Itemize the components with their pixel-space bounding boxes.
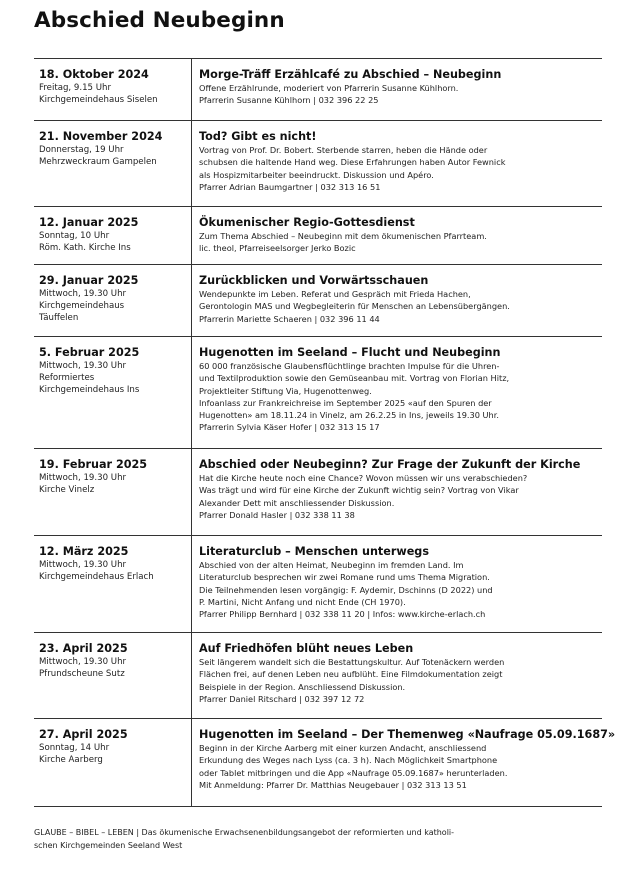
event-text-line: Seit längerem wandelt sich die Bestattungskultur. Auf Totenäckern werden: [199, 657, 505, 667]
event-date: 12. Januar 2025: [39, 216, 139, 229]
event-time: Mittwoch, 19.30 Uhr: [39, 560, 127, 570]
event-location: Kirchgemeindehaus: [39, 301, 125, 311]
footer-line: GLAUBE – BIBEL – LEBEN | Das ökumenische Erwachsenenbildungsangebot der reformierten und katholi-: [34, 828, 455, 837]
event-time: Donnerstag, 19 Uhr: [39, 145, 124, 155]
event-text-line: schubsen die haltende Hand weg. Diese Erfahrungen haben Autor Fewnick: [199, 157, 506, 168]
event-text-line: 60 000 französische Glaubensflüchtlinge brachten Impulse für die Uhren-: [199, 361, 500, 371]
event-text-line: Was trägt und wird für eine Kirche der Zukunft wichtig sein? Vortrag von Vikar: [199, 485, 519, 496]
event-location: Kirche Aarberg: [39, 755, 103, 765]
event-row: [34, 337, 602, 449]
event-location: Täuffelen: [39, 313, 79, 323]
event-text-line: Alexander Dett mit anschliessender Diskussion.: [199, 497, 395, 508]
event-description-cell: [192, 121, 602, 206]
event-time: Sonntag, 10 Uhr: [39, 231, 110, 241]
event-text-line: Literaturclub besprechen wir zwei Romane rund ums Thema Migration.: [199, 572, 490, 583]
event-title: Abschied oder Neubeginn? Zur Frage der Zukunft der Kirche: [199, 458, 581, 471]
event-text-line: lic. theol, Pfarreiseelsorger Jerko Bozic: [199, 243, 356, 254]
event-row: [34, 59, 602, 121]
event-description-cell: [192, 633, 602, 718]
event-row: [34, 633, 602, 719]
event-time: Mittwoch, 19.30 Uhr: [39, 289, 127, 299]
event-date: 23. April 2025: [39, 642, 128, 655]
event-contact: Pfarrerin Sylvia Käser Hofer | 032 313 15 17: [199, 422, 380, 433]
event-text-line: Flächen frei, auf denen Leben neu aufblüht. Eine Filmdokumentation zeigt: [199, 669, 503, 680]
event-text-line: Gerontologin MAS und Wegbegleiterin für Menschen an Lebensübergängen.: [199, 301, 510, 312]
event-time: Mittwoch, 19.30 Uhr: [39, 361, 127, 371]
event-title: Ökumenischer Regio-Gottesdienst: [199, 216, 415, 229]
event-text-line: Vortrag von Prof. Dr. Bobert. Sterbende starren, heben die Hände oder: [199, 145, 488, 155]
event-text-line: Hat die Kirche heute noch eine Chance? Wovon müssen wir uns verabschieden?: [199, 473, 528, 483]
event-title: Literaturclub – Menschen unterwegs: [199, 545, 429, 558]
event-text-line: oder Tablet mitbringen und die App «Naufrage 05.09.1687» herunterladen.: [199, 767, 508, 778]
event-text-line: Abschied von der alten Heimat, Neubeginn im fremden Land. Im: [199, 560, 464, 570]
event-location: Pfrundscheune Sutz: [39, 669, 125, 679]
event-contact: Pfarrer Philipp Bernhard | 032 338 11 20 | Infos: www.kirche-erlach.ch: [199, 609, 486, 620]
event-row: [34, 449, 602, 536]
event-contact: Pfarrer Adrian Baumgartner | 032 313 16 51: [199, 181, 381, 192]
event-time: Freitag, 9.15 Uhr: [39, 83, 112, 93]
event-time: Mittwoch, 19.30 Uhr: [39, 657, 127, 667]
event-time: Mittwoch, 19.30 Uhr: [39, 473, 127, 483]
event-title: Hugenotten im Seeland – Flucht und Neubeginn: [199, 346, 501, 359]
event-text-line: Offene Erzählrunde, moderiert von Pfarrerin Susanne Kühlhorn.: [199, 83, 459, 93]
event-time: Sonntag, 14 Uhr: [39, 743, 110, 753]
event-contact: Pfarrer Donald Hasler | 032 338 11 38: [199, 509, 355, 520]
event-contact: Mit Anmeldung: Pfarrer Dr. Matthias Neugebauer | 032 313 13 51: [199, 779, 467, 790]
event-title: Morge-Träff Erzählcafé zu Abschied – Neubeginn: [199, 68, 502, 81]
event-date-cell: [34, 719, 192, 806]
event-description-cell: [192, 536, 602, 632]
event-date: 5. Februar 2025: [39, 346, 140, 359]
event-description-cell: [192, 265, 602, 336]
event-date: 21. November 2024: [39, 130, 163, 143]
event-location: Kirchgemeindehaus Siselen: [39, 95, 158, 105]
event-row: [34, 207, 602, 265]
event-row: [34, 719, 616, 807]
event-contact: Pfarrer Daniel Ritschard | 032 397 12 72: [199, 693, 365, 704]
event-date-cell: [34, 633, 192, 718]
event-date: 12. März 2025: [39, 545, 129, 558]
events-table: [34, 58, 616, 807]
event-description-cell: [192, 719, 619, 806]
event-title: Tod? Gibt es nicht!: [199, 130, 317, 143]
event-text-line: als Hospizmitarbeiter beeindruckt. Diskussion und Apéro.: [199, 169, 434, 180]
event-date-cell: [34, 207, 192, 264]
event-date-cell: [34, 265, 192, 336]
event-text-line: P. Martini, Nicht Anfang und nicht Ende (CH 1970).: [199, 596, 406, 607]
event-date-cell: [34, 449, 192, 535]
event-date-cell: [34, 59, 192, 120]
event-date-cell: [34, 337, 192, 448]
event-text-line: Projektleiter Stiftung Via, Hugenottenweg.: [199, 385, 372, 396]
footer: [34, 826, 594, 852]
event-contact: Pfarrerin Susanne Kühlhorn | 032 396 22 25: [199, 95, 379, 106]
event-date-cell: [34, 536, 192, 632]
footer-line: schen Kirchgemeinden Seeland West: [34, 841, 183, 850]
event-text-line: Die Teilnehmenden lesen vorgängig: F. Aydemir, Dschinns (D 2022) und: [199, 584, 493, 595]
event-description-cell: [192, 207, 602, 264]
event-location: Kirchgemeindehaus Ins: [39, 385, 140, 395]
event-text-line: Zum Thema Abschied – Neubeginn mit dem ökumenischen Pfarrteam.: [199, 231, 487, 241]
event-description-cell: [192, 337, 602, 448]
event-text-line: Beginn in der Kirche Aarberg mit einer kurzen Andacht, anschliessend: [199, 743, 487, 753]
event-text-line: Infoanlass zur Frankreichreise im September 2025 «auf den Spuren der: [199, 397, 492, 408]
page-title: Abschied Neubeginn: [34, 8, 285, 33]
event-row: [34, 121, 602, 207]
event-text-line: und Textilproduktion sowie den Gemüseanbau mit. Vortrag von Florian Hitz,: [199, 373, 510, 384]
event-location: Röm. Kath. Kirche Ins: [39, 243, 131, 253]
event-description-cell: [192, 59, 602, 120]
event-row: [34, 265, 602, 337]
event-text-line: Beispiele in der Region. Anschliessend Diskussion.: [199, 681, 406, 692]
event-row: [34, 536, 602, 633]
event-contact: Pfarrerin Mariette Schaeren | 032 396 11 44: [199, 313, 380, 324]
event-date: 19. Februar 2025: [39, 458, 148, 471]
event-location: Kirchgemeindehaus Erlach: [39, 572, 154, 582]
event-location: Kirche Vinelz: [39, 485, 95, 495]
event-description-cell: [192, 449, 602, 535]
event-text-line: Hugenotten» am 18.11.24 in Vinelz, am 26.2.25 in Ins, jeweils 19.30 Uhr.: [199, 410, 499, 421]
event-date: 18. Oktober 2024: [39, 68, 149, 81]
event-text-line: Wendepunkte im Leben. Referat und Gespräch mit Frieda Hachen,: [199, 289, 471, 299]
event-text-line: Erkundung des Weges nach Lyss (ca. 3 h). Nach Möglichkeit Smartphone: [199, 755, 498, 766]
event-date-cell: [34, 121, 192, 206]
event-title: Auf Friedhöfen blüht neues Leben: [199, 642, 414, 655]
event-title: Hugenotten im Seeland – Der Themenweg «Naufrage 05.09.1687»: [199, 728, 616, 741]
event-location: Reformiertes: [39, 373, 95, 383]
event-date: 27. April 2025: [39, 728, 128, 741]
event-location: Mehrzweckraum Gampelen: [39, 157, 157, 167]
event-title: Zurückblicken und Vorwärtsschauen: [199, 274, 429, 287]
event-date: 29. Januar 2025: [39, 274, 139, 287]
